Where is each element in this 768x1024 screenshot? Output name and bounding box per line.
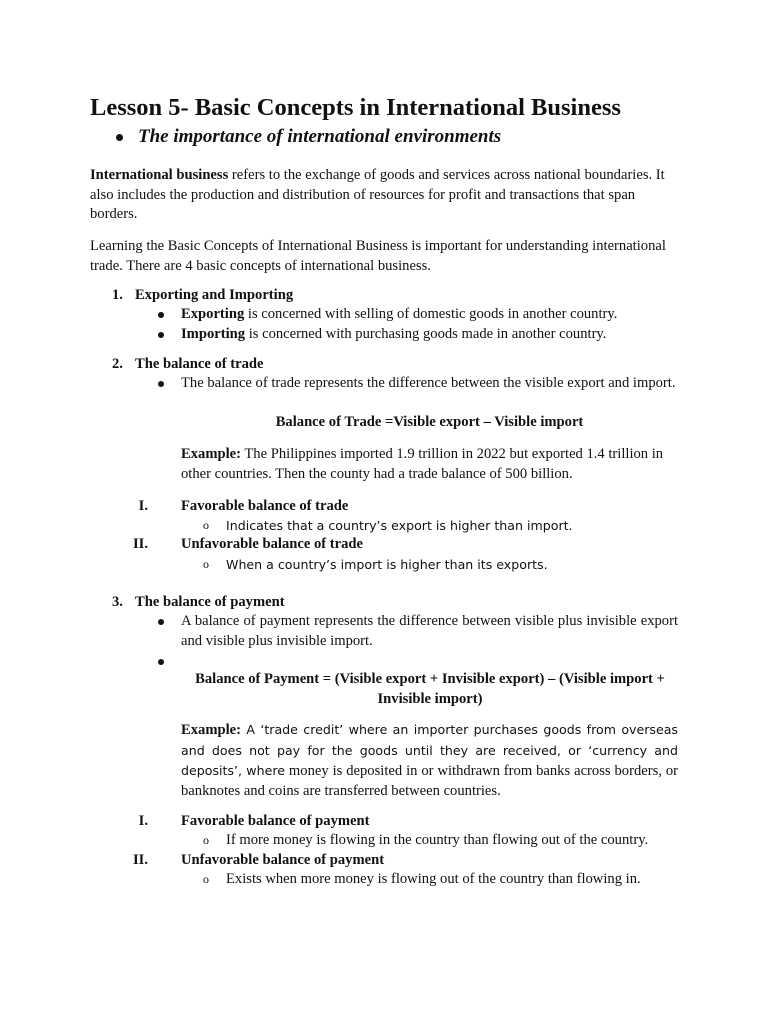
balance-of-trade-formula: Balance of Trade =Visible export – Visible import xyxy=(275,414,584,430)
bullet-icon xyxy=(158,312,164,318)
circle-bullet-icon: o xyxy=(203,872,209,886)
bullet-icon xyxy=(158,619,164,625)
circle-bullet-icon: o xyxy=(203,833,209,847)
intro-term: International business xyxy=(90,167,229,183)
sub-bullet-text: If more money is flowing in the country than flowing out of the country. xyxy=(226,832,649,848)
bullet-text: The balance of trade represents the difference between the visible export and import. xyxy=(181,375,676,391)
bullet-text: A balance of payment represents the difference between visible plus invisible export and visible plus invisible import. xyxy=(181,613,678,649)
sub-bullet-text: Exists when more money is flowing out of the country than flowing in. xyxy=(226,871,641,887)
bullet-text: is concerned with selling of domestic goods in another country. xyxy=(244,306,618,322)
subheading-title: Unfavorable balance of payment xyxy=(181,852,385,868)
section-number: 3. xyxy=(112,594,123,610)
example-label: Example: xyxy=(181,722,241,738)
subheading-title: Unfavorable balance of trade xyxy=(181,536,363,552)
example-text: The Philippines imported 1.9 trillion in 2022 but exported 1.4 trillion in other countries. Then the county had a trade balance of 500 billion. xyxy=(181,446,664,482)
sub-bullet-text: When a country’s import is higher than its exports. xyxy=(226,557,548,572)
subheading-title: Favorable balance of payment xyxy=(181,813,370,829)
bullet-term: Exporting xyxy=(181,306,245,322)
roman-numeral: I. xyxy=(138,498,148,514)
formula-line-2: Invisible import) xyxy=(377,690,483,707)
bullet-icon xyxy=(158,381,164,387)
bullet-text: is concerned with purchasing goods made in another country. xyxy=(245,326,607,342)
formula-line-1: Balance of Payment = (Visible export + Invisible export) – (Visible import + xyxy=(195,671,665,687)
paragraph-two: Learning the Basic Concepts of International Business is important for understanding international trade. There are 4 basic concepts of international business. xyxy=(90,238,666,274)
example-text-part-1: A ‘trade credit’ where an importer purchases goods from overseas and does not pay for the goods until they are received, or ‘currency and deposits’, where xyxy=(181,722,678,778)
section-number: 2. xyxy=(112,356,123,372)
bullet-icon xyxy=(116,134,123,141)
sub-bullet-text: Indicates that a country’s export is higher than import. xyxy=(226,518,573,533)
bullet-icon xyxy=(158,332,164,338)
example-label: Example: xyxy=(181,446,241,462)
balance-of-payment-formula xyxy=(160,670,700,709)
example-paragraph xyxy=(181,720,678,801)
subheading-title: Favorable balance of trade xyxy=(181,498,349,514)
subtitle: The importance of international environments xyxy=(138,126,502,147)
section-number: 1. xyxy=(112,287,123,303)
roman-numeral: II. xyxy=(132,852,148,868)
section-title: The balance of payment xyxy=(135,594,285,610)
section-title: The balance of trade xyxy=(135,356,264,372)
intro-paragraph xyxy=(90,166,680,225)
bullet-term: Importing xyxy=(181,326,246,342)
bullet-icon xyxy=(158,659,164,665)
circle-bullet-icon: o xyxy=(203,518,209,532)
example-text-part-2: money is deposited in or withdrawn from banks across borders, or banknotes and coins are transferred between countries. xyxy=(181,763,678,799)
roman-numeral: II. xyxy=(132,536,148,552)
section-title: Exporting and Importing xyxy=(135,287,294,303)
page-title: Lesson 5- Basic Concepts in International Business xyxy=(90,94,621,121)
intro-text: refers to the exchange of goods and services across national boundaries. It also includes the production and distribution of resources for profit and transactions that span borders. xyxy=(90,167,665,222)
circle-bullet-icon: o xyxy=(203,557,209,571)
example-paragraph xyxy=(181,445,678,484)
roman-numeral: I. xyxy=(138,813,148,829)
